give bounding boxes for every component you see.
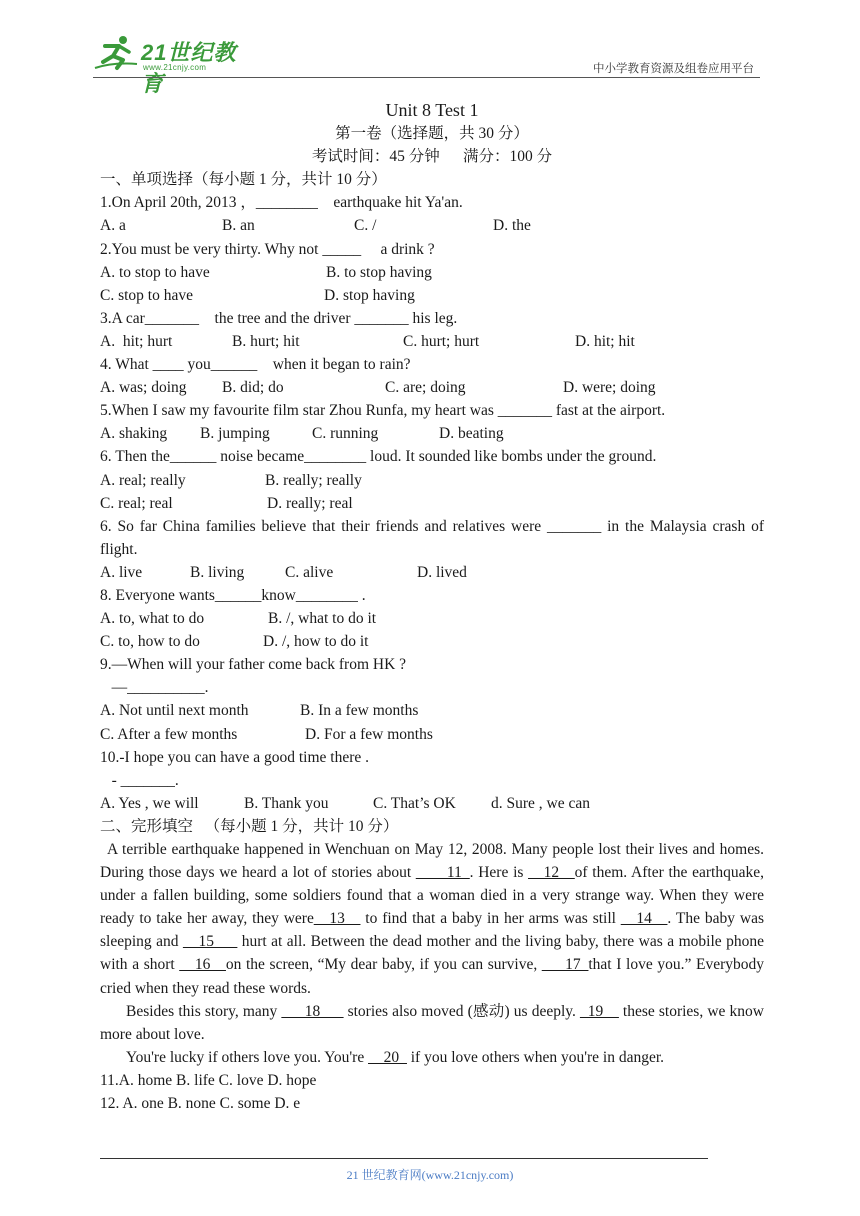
question-options bbox=[100, 469, 764, 492]
header-platform-text: 中小学教育资源及组卷应用平台 bbox=[593, 61, 754, 75]
cloze-passage-paragraph bbox=[100, 838, 764, 1000]
option-b: B. In a few months bbox=[300, 702, 419, 720]
logo-wordmark: 21世纪教育 bbox=[141, 40, 237, 96]
option-c: C. stop to have bbox=[100, 286, 193, 304]
blank-19: _19__ bbox=[580, 1002, 619, 1020]
option-c: C. running bbox=[312, 425, 379, 443]
option-b: B. hurt; hit bbox=[232, 332, 300, 350]
option-c: C. / bbox=[354, 217, 377, 235]
option-a: A. Yes , we will bbox=[100, 794, 199, 812]
runner-logo-icon bbox=[93, 34, 141, 74]
option-d: D. were; doing bbox=[563, 379, 656, 397]
option-b: B. did; do bbox=[222, 379, 284, 397]
option-b: B. Thank you bbox=[244, 794, 329, 812]
option-d: d. Sure , we can bbox=[491, 794, 590, 812]
option-a: A. was; doing bbox=[100, 379, 187, 397]
question-options bbox=[100, 214, 764, 237]
passage-text: that I love you.” Everybody cried when they read these words. bbox=[100, 956, 765, 997]
passage-text: if you love others when you're in danger. bbox=[406, 1048, 665, 1066]
passage-text: of them. After the earthquake, under a fallen building, some soldiers found that a woman died in a very strange way. When they were ready to take her away, they were bbox=[100, 864, 764, 928]
cloze-passage-paragraph bbox=[100, 1046, 764, 1069]
option-a: A. hit; hurt bbox=[100, 332, 173, 350]
option-c: C. real; real bbox=[100, 494, 173, 512]
exam-info: 考试时间：45 分钟 满分：100 分 bbox=[311, 148, 553, 166]
blank-11: ____11_ bbox=[415, 864, 470, 882]
footer-text: 21 世纪教育网(www.21cnjy.com) bbox=[346, 1168, 514, 1182]
question-stem: 6. Then the______ noise became________ loud. It sounded like bombs under the ground. bbox=[100, 448, 657, 466]
test-content bbox=[100, 99, 764, 1115]
question-options bbox=[100, 561, 764, 584]
question-options bbox=[100, 422, 764, 445]
question-stem: 10.-I hope you can have a good time there . bbox=[100, 748, 370, 766]
option-a: A. Not until next month bbox=[100, 702, 249, 720]
answer-blank: - _______. bbox=[100, 771, 179, 789]
question-options bbox=[100, 284, 764, 307]
option-b: B. living bbox=[190, 563, 245, 581]
cloze-question-12: 12. A. one B. none C. some D. e bbox=[100, 1095, 301, 1113]
blank-13: __13__ bbox=[313, 910, 361, 928]
option-b: B. an bbox=[222, 217, 255, 235]
option-a: A. live bbox=[100, 563, 143, 581]
option-a: A. real; really bbox=[100, 471, 186, 489]
question-options bbox=[100, 699, 764, 722]
question-stem: 4. What ____ you______ when it began to rain? bbox=[100, 356, 411, 374]
passage-text: You're lucky if others love you. You're bbox=[126, 1048, 369, 1066]
option-a: A. shaking bbox=[100, 425, 168, 443]
blank-12: __12__ bbox=[528, 864, 575, 882]
option-d: D. beating bbox=[439, 425, 504, 443]
blank-15: __15___ bbox=[182, 933, 238, 951]
passage-text: to find that a baby in her arms was still bbox=[360, 910, 621, 928]
site-logo bbox=[93, 34, 258, 96]
question-options bbox=[100, 723, 764, 746]
blank-18: ___18___ bbox=[281, 1002, 344, 1020]
question-stem: 8. Everyone wants______know________ . bbox=[100, 586, 366, 604]
question-stem: 5.When I saw my favourite film star Zhou Runfa, my heart was _______ fast at the airport. bbox=[100, 402, 666, 420]
cloze-passage-paragraph bbox=[100, 1000, 764, 1046]
question-stem: 2.You must be very thirty. Why not _____ a drink ? bbox=[100, 240, 435, 258]
option-b: B. jumping bbox=[200, 425, 270, 443]
footer-divider bbox=[100, 1158, 708, 1159]
option-b: B. really; really bbox=[265, 471, 362, 489]
question-options bbox=[100, 792, 764, 815]
passage-text: . Here is bbox=[469, 864, 529, 882]
option-c: C. to, how to do bbox=[100, 633, 200, 651]
question-options bbox=[100, 376, 764, 399]
question-stem: 3.A car_______ the tree and the driver _______ his leg. bbox=[100, 309, 458, 327]
option-d: D. hit; hit bbox=[575, 332, 635, 350]
blank-14: __14__ bbox=[620, 910, 668, 928]
option-a: A. a bbox=[100, 217, 126, 235]
question-options bbox=[100, 261, 764, 284]
question-options bbox=[100, 607, 764, 630]
option-c: C. After a few months bbox=[100, 725, 238, 743]
passage-text: stories also moved (感动) us deeply. bbox=[343, 1002, 581, 1020]
question-options bbox=[100, 492, 764, 515]
option-d: D. the bbox=[493, 217, 531, 235]
question-options bbox=[100, 630, 764, 653]
question-stem: 9.—When will your father come back from HK ? bbox=[100, 656, 407, 674]
cloze-question-11: 11.A. home B. life C. love D. hope bbox=[100, 1071, 317, 1089]
option-b: B. to stop having bbox=[326, 263, 432, 281]
option-a: A. to, what to do bbox=[100, 610, 205, 628]
option-d: D. really; real bbox=[267, 494, 353, 512]
passage-text: . The baby was sleeping and bbox=[100, 910, 764, 951]
blank-17: ___17_ bbox=[541, 956, 589, 974]
option-a: A. to stop to have bbox=[100, 263, 210, 281]
blank-16: __16__ bbox=[179, 956, 226, 974]
option-b: B. /, what to do it bbox=[268, 610, 377, 628]
header-divider bbox=[93, 77, 760, 78]
option-d: D. lived bbox=[417, 563, 467, 581]
option-c: C. alive bbox=[285, 563, 334, 581]
passage-text: these stories, we know more about love. bbox=[100, 1002, 764, 1043]
option-d: D. /, how to do it bbox=[263, 633, 369, 651]
option-d: D. stop having bbox=[324, 286, 415, 304]
question-stem: 6. So far China families believe that their friends and relatives were _______ in the Malaysia crash of flight. bbox=[100, 517, 764, 558]
test-subtitle: 第一卷（选择题，共 30 分） bbox=[335, 125, 529, 143]
option-d: D. For a few months bbox=[305, 725, 433, 743]
blank-20: __20_ bbox=[368, 1048, 407, 1066]
passage-text: hurt at all. Between the dead mother and the living baby, there was a mobile phone with a short bbox=[100, 933, 764, 974]
question-options bbox=[100, 330, 764, 353]
section1-heading: 一、单项选择（每小题 1 分，共计 10 分） bbox=[100, 171, 387, 189]
logo-url: www.21cnjy.com bbox=[143, 63, 207, 72]
test-title: Unit 8 Test 1 bbox=[385, 100, 479, 120]
section2-heading: 二、完形填空 （每小题 1 分，共计 10 分） bbox=[100, 817, 399, 835]
passage-text: Besides this story, many bbox=[126, 1002, 282, 1020]
option-c: C. are; doing bbox=[385, 379, 466, 397]
passage-text: on the screen, “My dear baby, if you can survive, bbox=[225, 956, 542, 974]
question-stem: 1.On April 20th, 2013 ，________ earthquake hit Ya'an. bbox=[100, 194, 463, 212]
passage-text: A terrible earthquake happened in Wenchuan on May 12, 2008. Many people lost their lives and homes. During those days we heard a lot of stories about bbox=[100, 841, 764, 882]
option-c: C. hurt; hurt bbox=[403, 332, 480, 350]
option-c: C. That’s OK bbox=[373, 794, 456, 812]
answer-blank: —__________. bbox=[100, 679, 209, 697]
